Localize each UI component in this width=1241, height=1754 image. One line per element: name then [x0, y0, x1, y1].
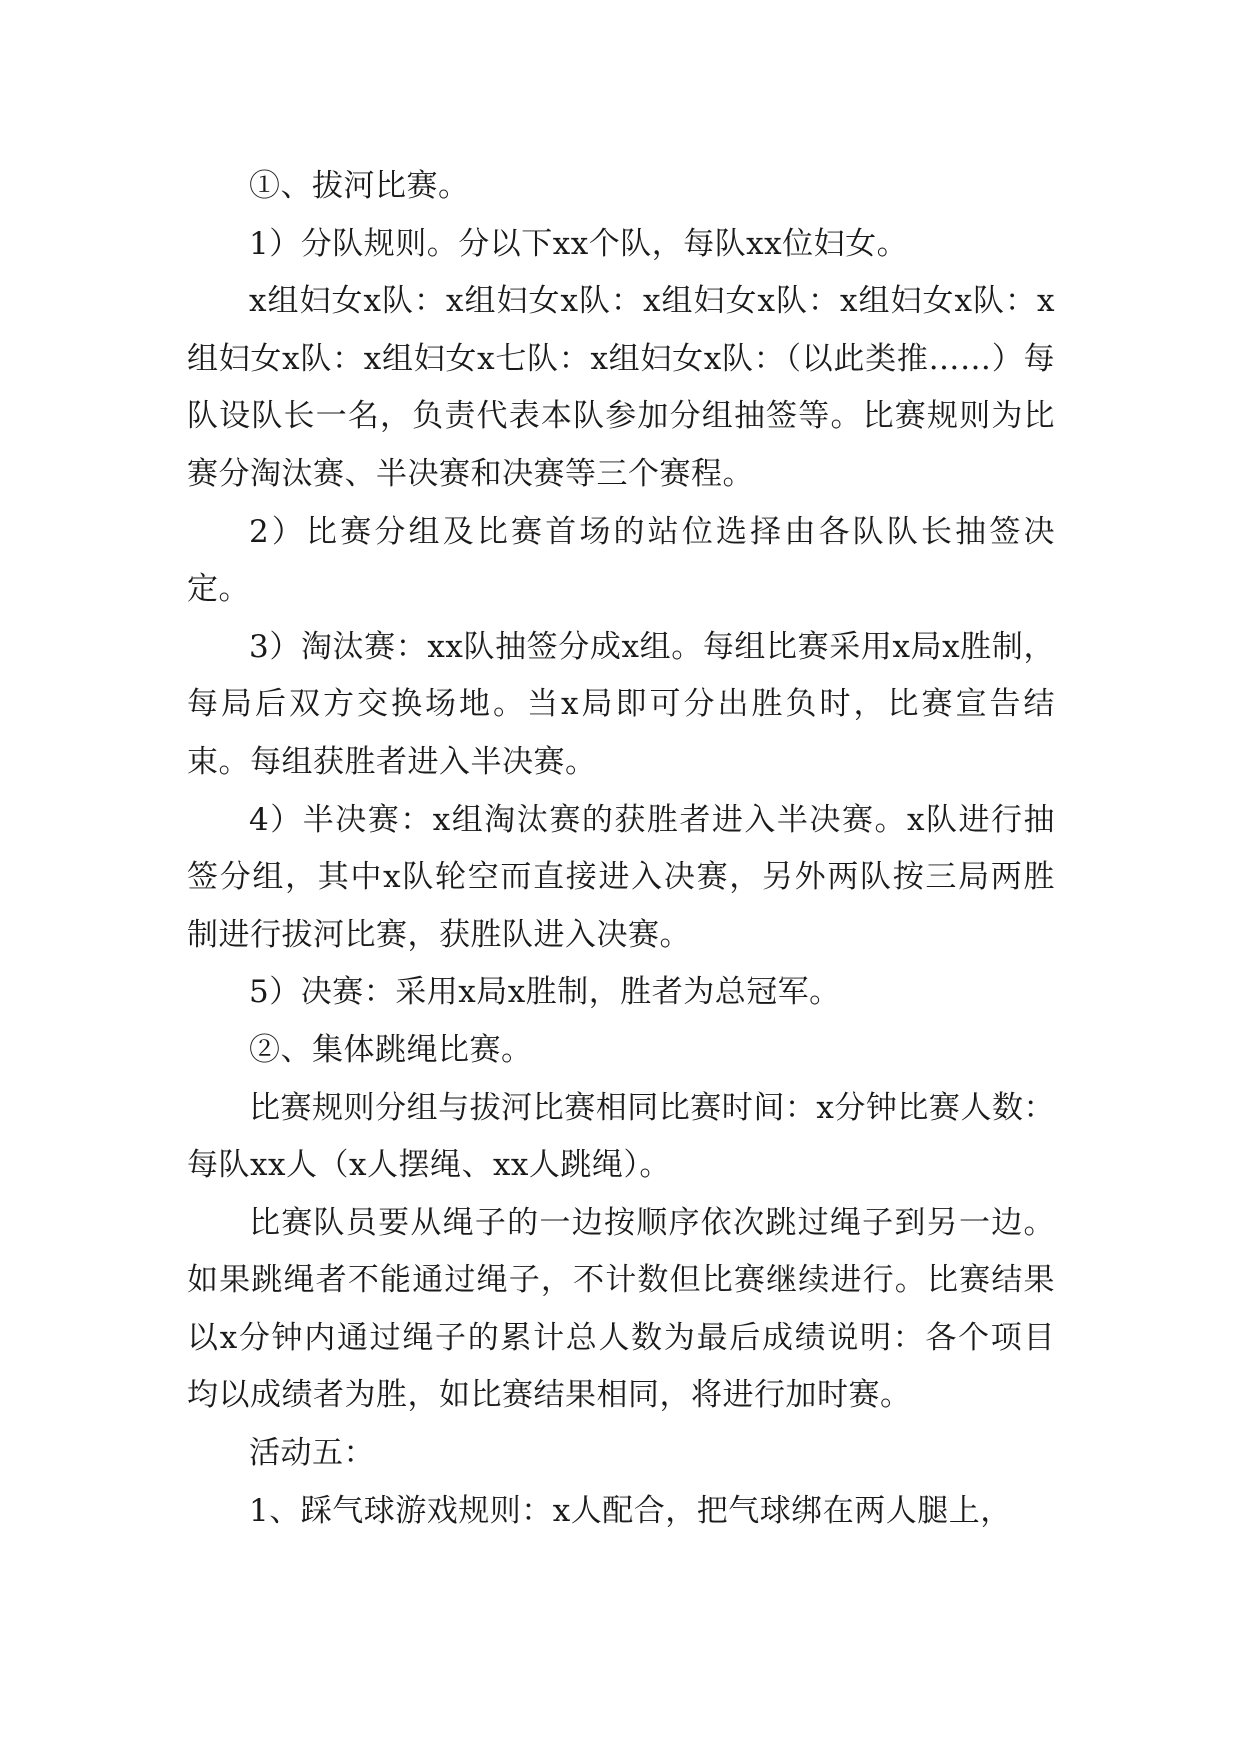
paragraph-elimination: 3）淘汰赛：xx队抽签分成x组。每组比赛采用x局x胜制，每局后双方交换场地。当x局即可分出胜负时，比赛宣告结束。每组获胜者进入半决赛。: [187, 628, 1055, 780]
heading-tug-of-war: ①、拔河比赛。: [249, 168, 470, 204]
paragraph-balloon-game: 1、踩气球游戏规则：x人配合，把气球绑在两人腿上，: [249, 1492, 1012, 1529]
paragraph-team-list: x组妇女x队：x组妇女x队：x组妇女x队：x组妇女x队：x组妇女x队：x组妇女x七队：x组妇女x队：（以此类推……）每队设队长一名，负责代表本队参加分组抽签等。比赛规则为比赛分淘汰赛、半决赛和决赛等三个赛程。: [187, 283, 1055, 492]
paragraph-team-rules: 1）分队规则。分以下xx个队，每队xx位妇女。: [249, 225, 909, 262]
paragraph-final: 5）决赛：采用x局x胜制，胜者为总冠军。: [249, 974, 841, 1011]
heading-jump-rope: ②、集体跳绳比赛。: [249, 1031, 533, 1068]
document-body: [187, 158, 1055, 1540]
paragraph-jump-rope-procedure: 比赛队员要从绳子的一边按顺序依次跳过绳子到另一边。如果跳绳者不能通过绳子，不计数但比赛继续进行。比赛结果以x分钟内通过绳子的累计总人数为最后成绩说明：各个项目均以成绩者为胜，如比赛结果相同，将进行加时赛。: [187, 1204, 1055, 1414]
paragraph-semifinal: 4）半决赛：x组淘汰赛的获胜者进入半决赛。x队进行抽签分组，其中x队轮空而直接进入决赛，另外两队按三局两胜制进行拔河比赛，获胜队进入决赛。: [187, 801, 1055, 953]
heading-activity-five: 活动五：: [249, 1435, 375, 1472]
paragraph-jump-rope-rules: 比赛规则分组与拔河比赛相同比赛时间：x分钟比赛人数：每队xx人（x人摆绳、xx人跳绳）。: [187, 1089, 1055, 1184]
paragraph-grouping-draw: 2）比赛分组及比赛首场的站位选择由各队队长抽签决定。: [187, 513, 1055, 608]
